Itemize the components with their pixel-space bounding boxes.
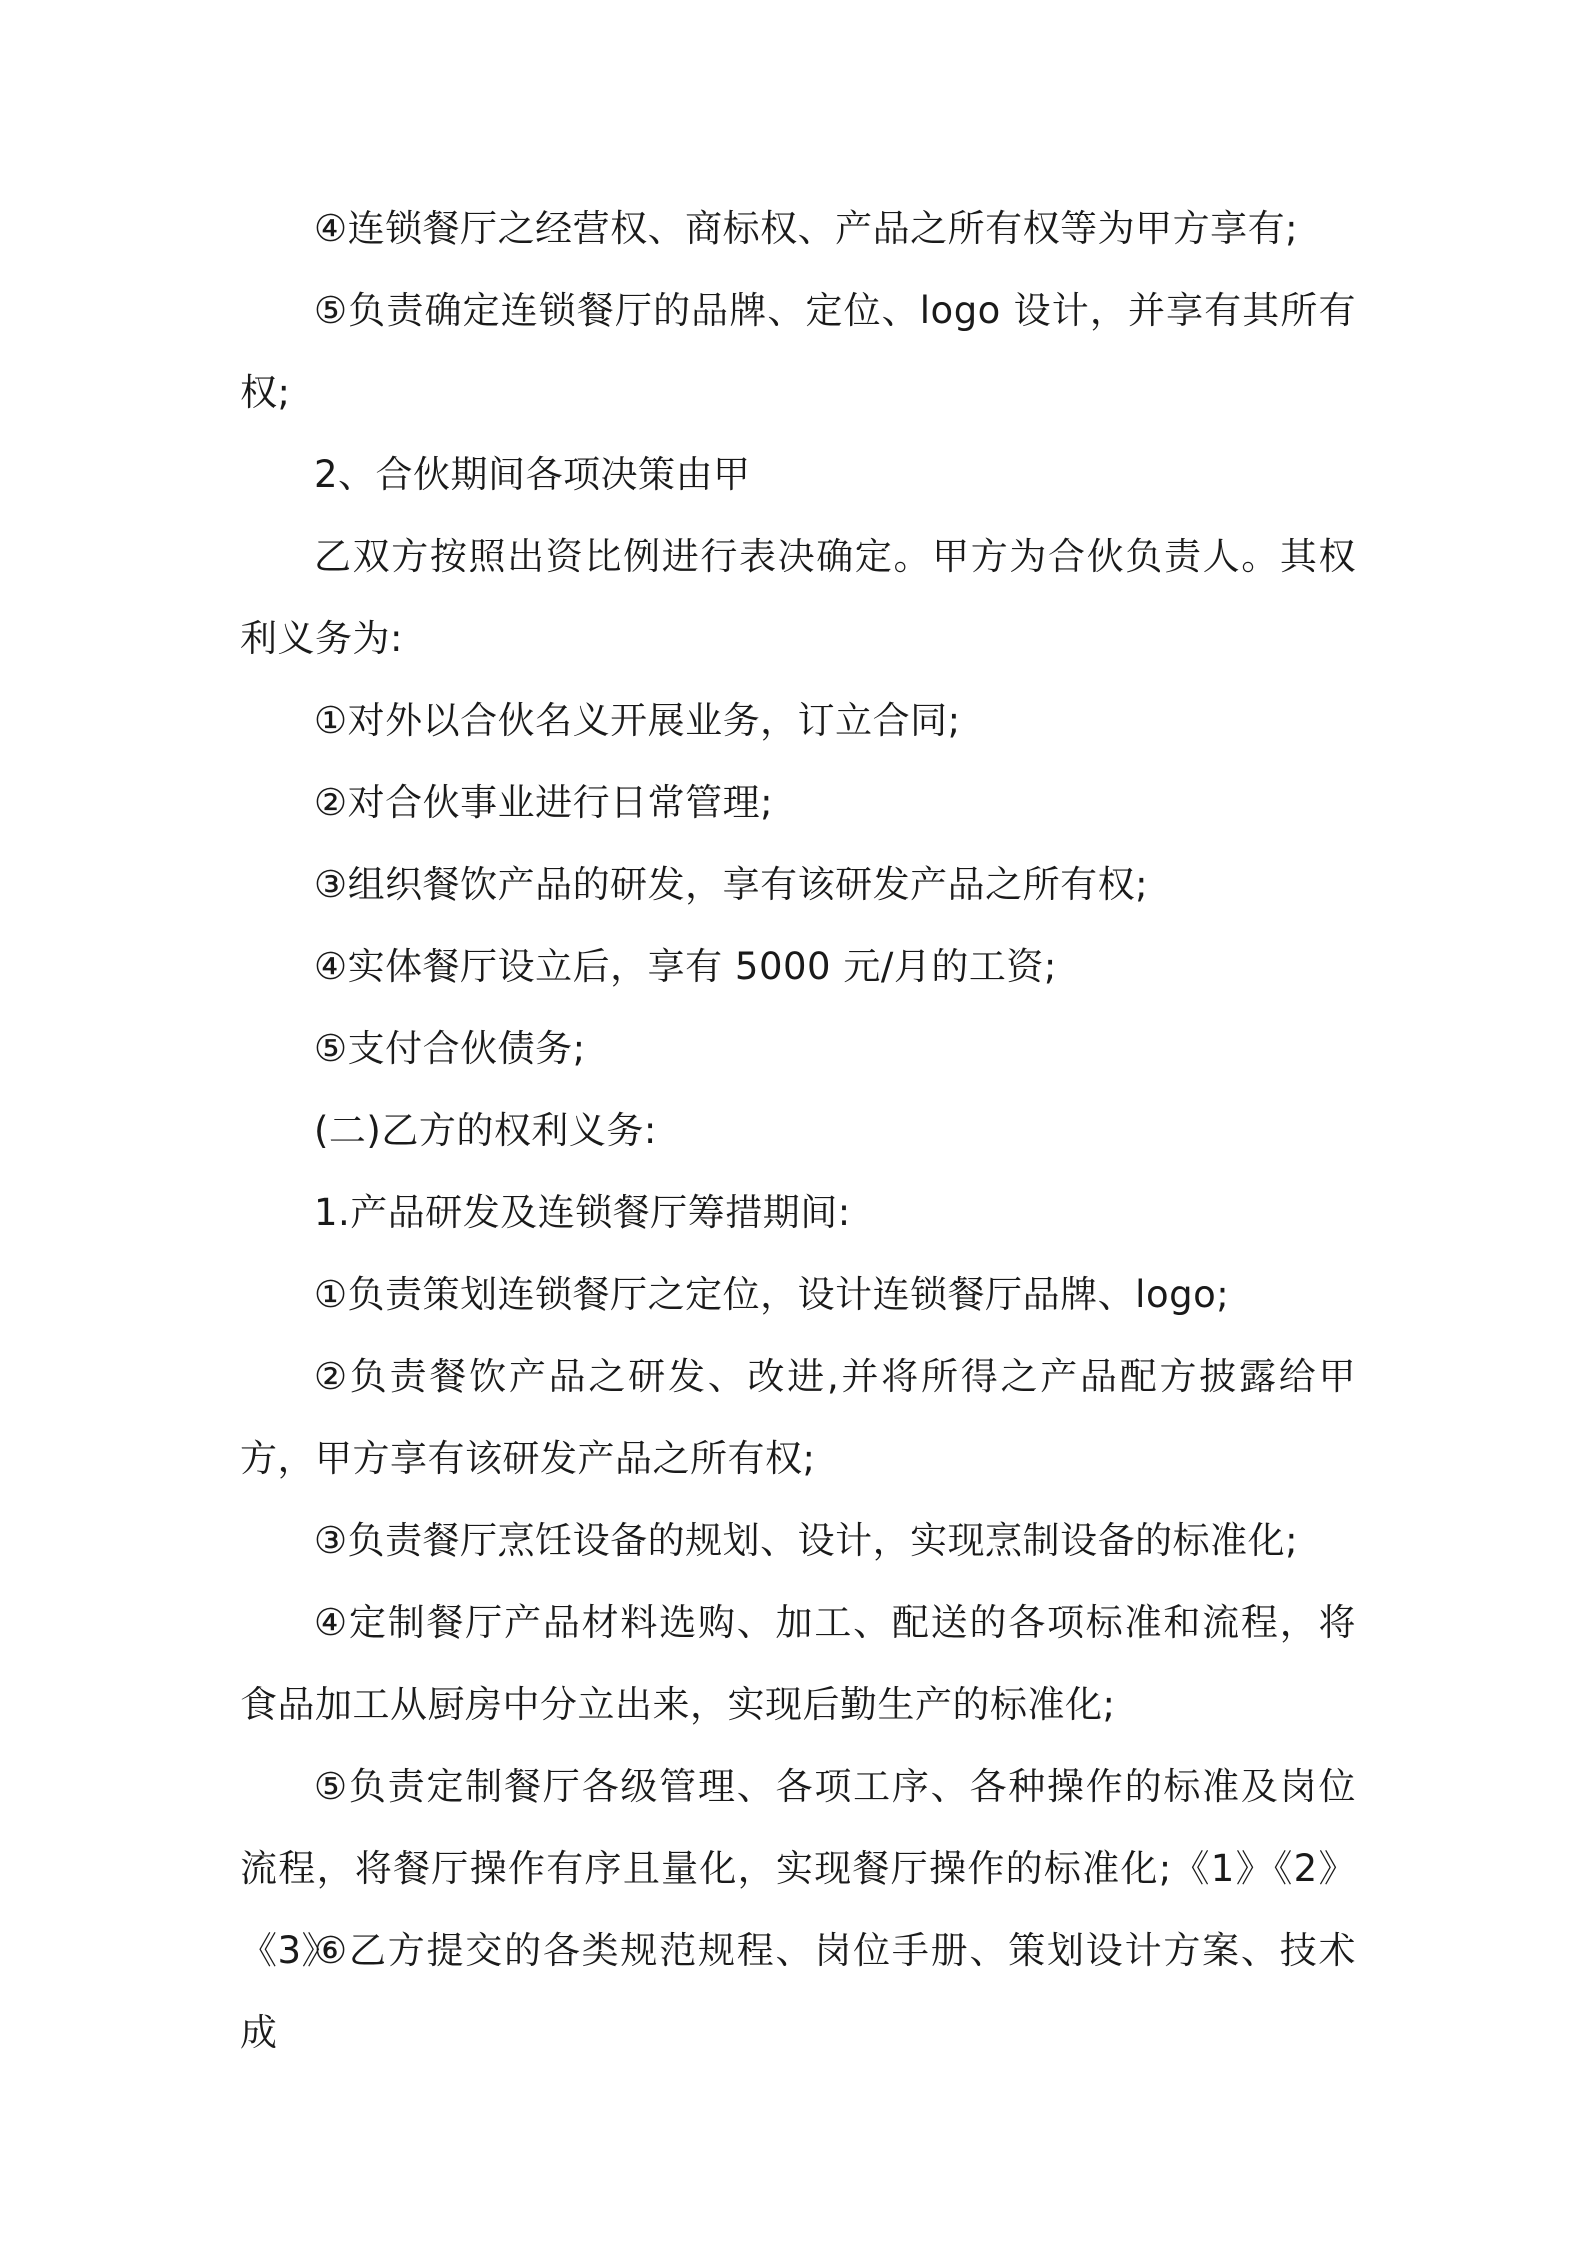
paragraph: ④连锁餐厅之经营权、商标权、产品之所有权等为甲方享有;: [314, 207, 1299, 250]
section-heading: (二)乙方的权利义务:: [314, 1109, 657, 1152]
paragraph: ③负责餐厅烹饪设备的规划、设计，实现烹制设备的标准化;: [314, 1519, 1299, 1562]
paragraph: ⑤支付合伙债务;: [314, 1027, 586, 1070]
paragraph: ①负责策划连锁餐厅之定位，设计连锁餐厅品牌、logo;: [314, 1273, 1230, 1316]
paragraph: 1.产品研发及连锁餐厅筹措期间:: [314, 1191, 851, 1234]
paragraph: ④实体餐厅设立后，享有 5000 元/月的工资;: [314, 945, 1057, 988]
paragraph: ③组织餐饮产品的研发，享有该研发产品之所有权;: [314, 863, 1149, 906]
paragraph: ②对合伙事业进行日常管理;: [314, 781, 774, 824]
paragraph: ①对外以合伙名义开展业务，订立合同;: [314, 699, 961, 742]
paragraph: ⑤负责确定连锁餐厅的品牌、定位、logo 设计，并享有其所有权;: [240, 289, 1356, 414]
paragraph: ②负责餐饮产品之研发、改进,并将所得之产品配方披露给甲方，甲方享有该研发产品之所有权;: [240, 1355, 1356, 1480]
paragraph: ⑥乙方提交的各类规范规程、岗位手册、策划设计方案、技术成: [240, 1929, 1356, 2054]
paragraph: 乙双方按照出资比例进行表决确定。甲方为合伙负责人。其权利义务为:: [240, 535, 1356, 660]
paragraph: 2、合伙期间各项决策由甲: [314, 453, 751, 496]
paragraph: ⑤负责定制餐厅各级管理、各项工序、各种操作的标准及岗位流程，将餐厅操作有序且量化，实现餐厅操作的标准化;《1》《2》《3》: [240, 1765, 1356, 1972]
paragraph: ④定制餐厅产品材料选购、加工、配送的各项标准和流程，将食品加工从厨房中分立出来，实现后勤生产的标准化;: [240, 1601, 1356, 1726]
